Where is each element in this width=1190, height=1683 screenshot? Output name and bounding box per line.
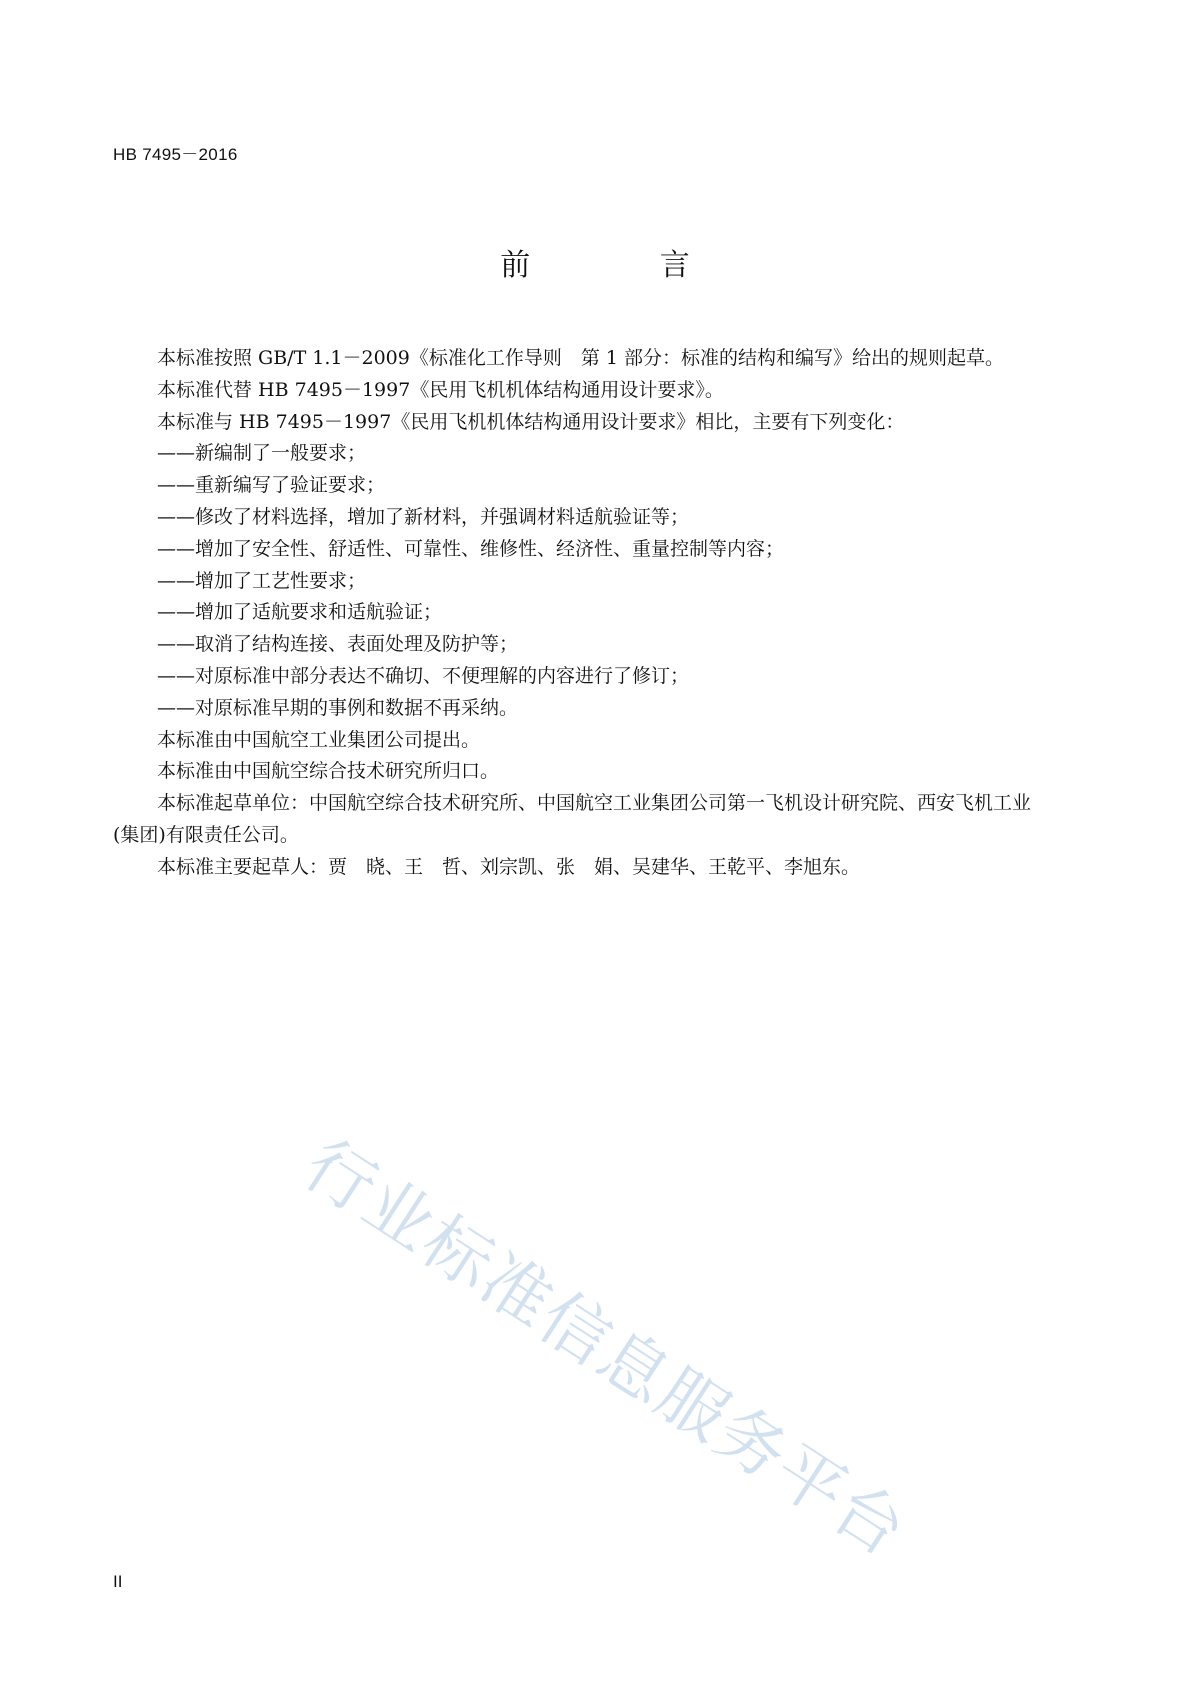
list-item: ——增加了安全性、舒适性、可靠性、维修性、经济性、重量控制等内容；	[157, 537, 785, 560]
changes-list	[113, 438, 1053, 724]
document-code: HB 7495－2016	[113, 145, 238, 164]
list-item: ——增加了适航要求和适航验证；	[157, 601, 443, 624]
page-title: 前 言	[500, 248, 750, 283]
list-item: ——对原标准早期的事例和数据不再采纳。	[157, 696, 519, 719]
list-item: ——新编制了一般要求；	[157, 442, 367, 465]
list-item: ——取消了结构连接、表面处理及防护等；	[157, 633, 519, 656]
list-item: ——增加了工艺性要求；	[157, 569, 367, 592]
paragraph-drafters: 本标准主要起草人：贾 晓、王 哲、刘宗凯、张 娟、吴建华、王乾平、李旭东。	[157, 855, 861, 878]
list-item: ——重新编写了验证要求；	[157, 474, 386, 497]
list-item: ——对原标准中部分表达不确切、不便理解的内容进行了修订；	[157, 664, 690, 687]
paragraph-drafting-rules: 本标准按照 GB/T 1.1－2009《标准化工作导则 第 1 部分：标准的结构和编写》给出的规则起草。	[157, 347, 1005, 369]
page-number: II	[113, 1572, 123, 1591]
paragraph-centralizer: 本标准由中国航空综合技术研究所归口。	[157, 760, 500, 783]
preface-body	[113, 343, 1053, 884]
paragraph-changes-intro: 本标准与 HB 7495－1997《民用飞机机体结构通用设计要求》相比，主要有下列变化：	[157, 410, 905, 433]
paragraph-drafting-units: 本标准起草单位：中国航空综合技术研究所、中国航空工业集团公司第一飞机设计研究院、西安飞机工业(集团)有限责任公司。	[113, 792, 1032, 846]
paragraph-proposer: 本标准由中国航空工业集团公司提出。	[157, 728, 481, 751]
paragraph-replaces: 本标准代替 HB 7495－1997《民用飞机机体结构通用设计要求》。	[157, 378, 724, 401]
list-item: ——修改了材料选择，增加了新材料，并强调材料适航验证等；	[157, 505, 690, 528]
watermark: 行业标准信息服务平台	[290, 1125, 921, 1573]
